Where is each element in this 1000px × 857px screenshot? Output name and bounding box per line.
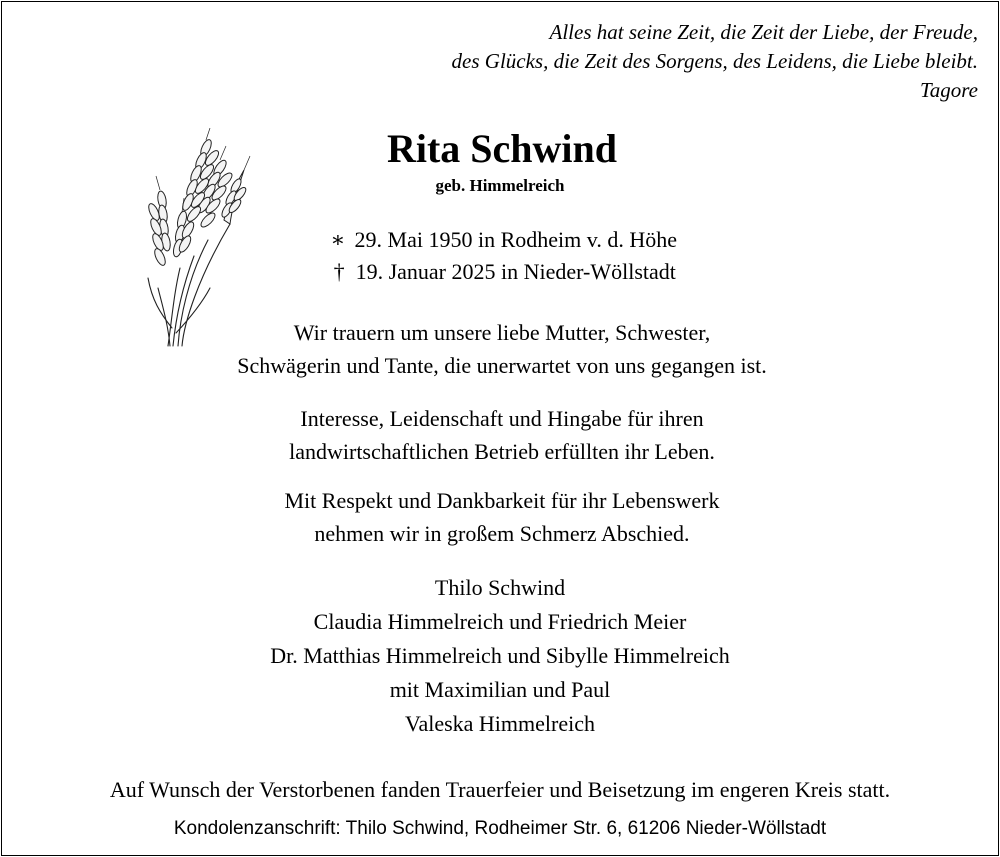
- life-paragraph: [0, 402, 1000, 468]
- signer: Valeska Himmelreich: [405, 711, 595, 736]
- signer: Claudia Himmelreich und Friedrich Meier: [313, 609, 687, 634]
- signer: Dr. Matthias Himmelreich und Sibylle Himmelreich: [270, 643, 730, 668]
- signers-list: [0, 571, 1000, 741]
- quote-line: des Glücks, die Zeit des Sorgens, des Leidens, die Liebe bleibt.: [451, 49, 978, 73]
- mourning-paragraph: [0, 316, 1000, 382]
- paragraph-line: Schwägerin und Tante, die unerwartet von uns gegangen ist.: [237, 353, 767, 378]
- maiden-name: geb. Himmelreich: [435, 176, 565, 195]
- condolence-address: Kondolenzanschrift: Thilo Schwind, Rodheimer Str. 6, 61206 Nieder-Wöllstadt: [173, 818, 827, 839]
- paragraph-line: Interesse, Leidenschaft und Hingabe für ihren: [300, 406, 704, 431]
- paragraph-line: nehmen wir in großem Schmerz Abschied.: [314, 521, 690, 546]
- paragraph-line: Mit Respekt und Dankbarkeit für ihr Lebenswerk: [284, 488, 720, 513]
- signer: Thilo Schwind: [434, 575, 566, 600]
- birth-date: 29. Mai 1950 in Rodheim v. d. Höhe: [354, 227, 677, 252]
- life-dates: [0, 224, 1000, 288]
- death-cross-icon: †: [333, 259, 345, 284]
- paragraph-line: landwirtschaftlichen Betrieb erfüllten ihr Leben.: [289, 439, 715, 464]
- quote-block: [452, 18, 978, 105]
- farewell-paragraph: [0, 484, 1000, 550]
- birth-line: [0, 224, 1000, 256]
- death-date: 19. Januar 2025 in Nieder-Wöllstadt: [355, 259, 676, 284]
- death-line: [0, 256, 1000, 288]
- funeral-note: Auf Wunsch der Verstorbenen fanden Trauerfeier und Beisetzung im engeren Kreis statt.: [109, 777, 891, 802]
- deceased-name: Rita Schwind: [386, 126, 618, 171]
- signer: mit Maximilian und Paul: [389, 677, 611, 702]
- quote-author: Tagore: [920, 78, 978, 102]
- quote-line: Alles hat seine Zeit, die Zeit der Liebe, der Freude,: [549, 20, 978, 44]
- birth-star-icon: ∗: [330, 227, 346, 252]
- paragraph-line: Wir trauern um unsere liebe Mutter, Schwester,: [293, 320, 711, 345]
